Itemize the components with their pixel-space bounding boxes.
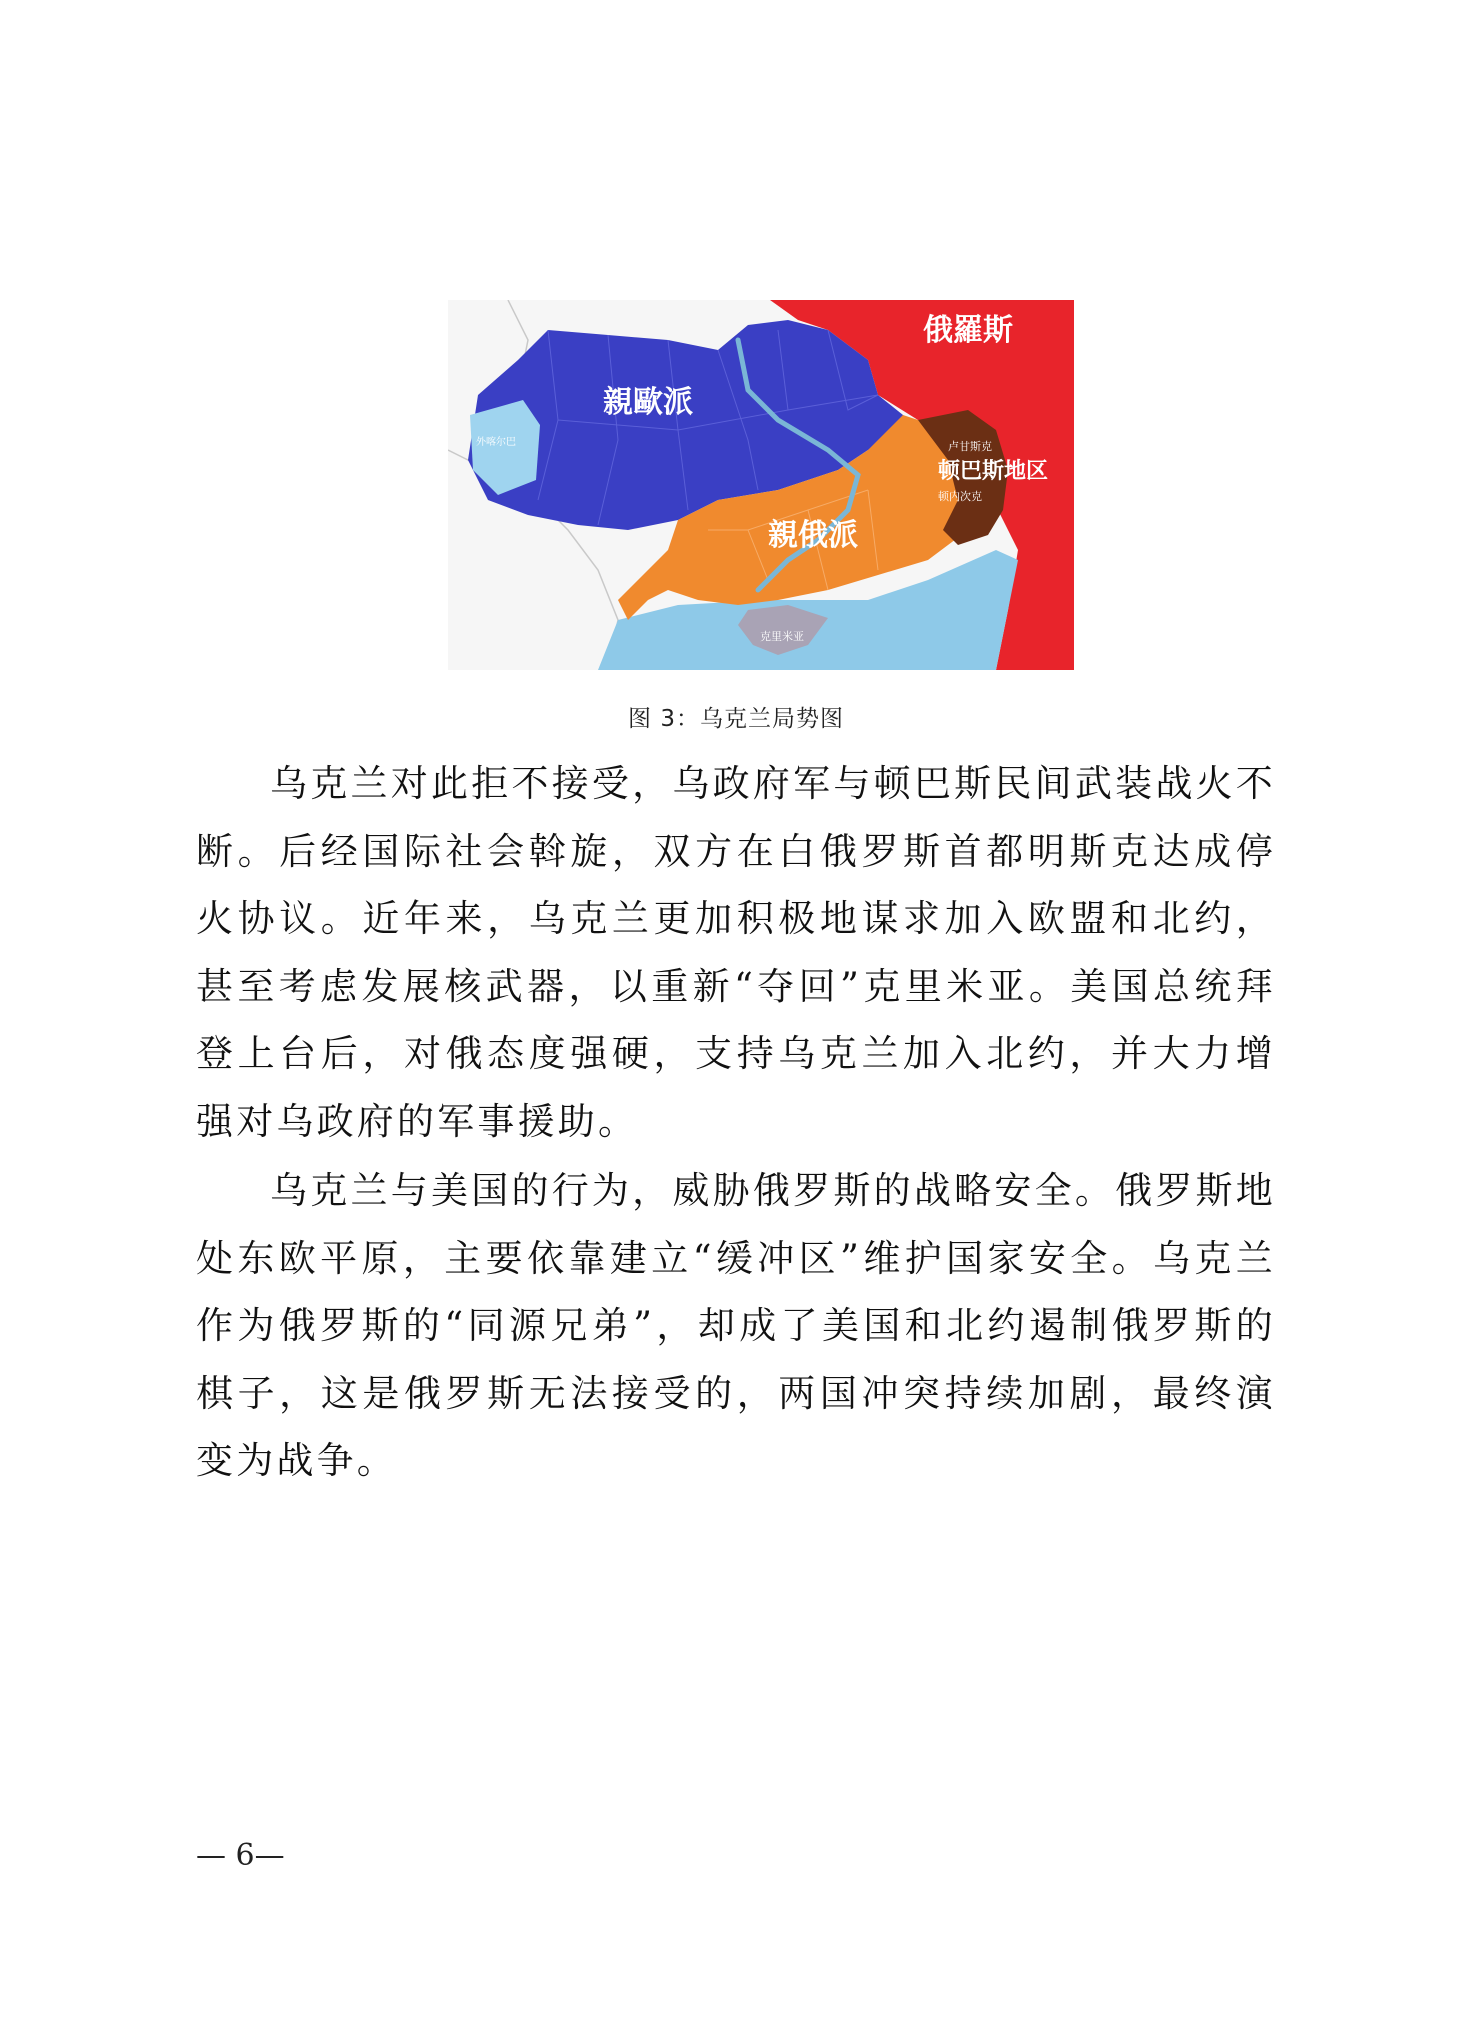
donbas-label: 顿巴斯地区	[938, 459, 1049, 484]
pro-russia-label: 親俄派	[768, 518, 858, 553]
russia-label: 俄羅斯	[923, 313, 1013, 348]
page-number: — 6—	[196, 1838, 285, 1873]
ukraine-situation-map	[448, 300, 1074, 670]
donetsk-label: 顿内次克	[938, 490, 982, 503]
paragraph: 乌克兰与美国的行为，威胁俄罗斯的战略安全。俄罗斯地处东欧平原，主要依靠建立“缓冲区”维护国家安全。乌克兰作为俄罗斯的“同源兄弟”，却成了美国和北约遏制俄罗斯的棋子，这是俄罗斯无法接受的，两国冲突持续加剧，最终演变为战争。	[196, 1169, 1276, 1482]
crimea-label: 克里米亚	[760, 630, 804, 643]
paragraph: 乌克兰对此拒不接受，乌政府军与顿巴斯民间武装战火不断。后经国际社会斡旋，双方在白俄罗斯首都明斯克达成停火协议。近年来，乌克兰更加积极地谋求加入欧盟和北约，甚至考虑发展核武器，以重新“夺回”克里米亚。美国总统拜登上台后，对俄态度强硬，支持乌克兰加入北约，并大力增强对乌政府的军事援助。	[196, 762, 1276, 1143]
body-text	[196, 750, 1276, 1497]
west-region-label: 外喀尔巴	[476, 437, 516, 448]
pro-europe-label: 親歐派	[603, 385, 693, 420]
figure-caption: 图 3：乌克兰局势图	[628, 706, 844, 732]
luhansk-label: 卢甘斯克	[948, 440, 992, 453]
